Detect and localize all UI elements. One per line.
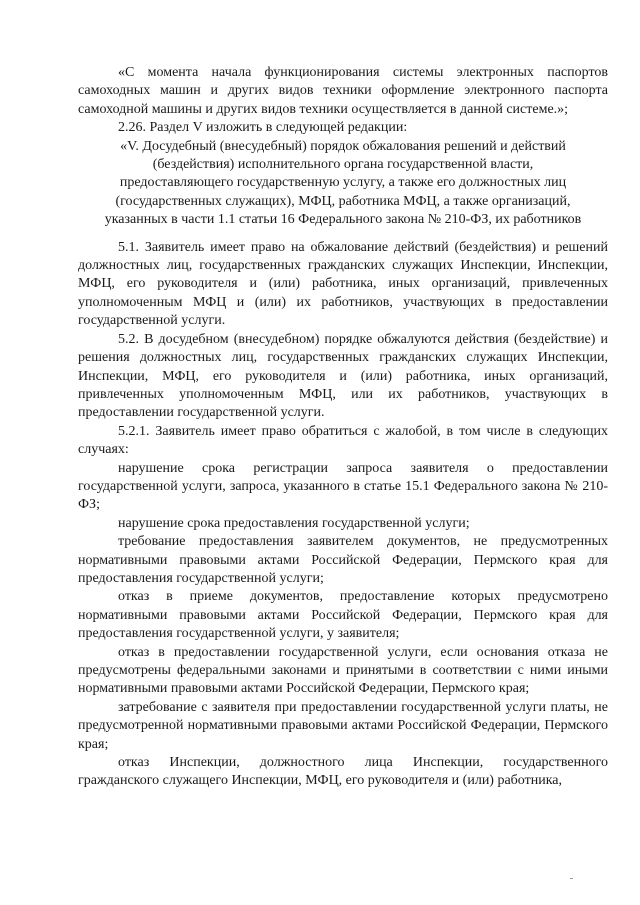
document-body (78, 64, 608, 791)
list-item-refusal-acceptance: отказ в приеме документов, предоставление которых предусмотрено нормативными правовыми актами Российской Федерации, Пермского края для предоставления государственной услуги, у заявителя; (78, 589, 608, 642)
list-item-refusal-correction: отказ Инспекции, должностного лица Инспекции, государственного гражданского служащего Инспекции, МФЦ, его руководителя и (или) работника, (78, 755, 608, 789)
paragraph-5-1: 5.1. Заявитель имеет право на обжалование действий (бездействия) и решений должностных лиц, государственных гражданских служащих Инспекции, Инспекции, МФЦ, его руководителя и (или) работника, иных организаций, привлеченных уполномоченным МФЦ и (или) их работников, участвующих в предоставлении государственной услуги. (78, 239, 608, 329)
heading-line: «V. Досудебный (внесудебный) порядок обжалования решений и действий (120, 138, 566, 154)
paragraph-2-26: 2.26. Раздел V изложить в следующей редакции: (118, 120, 408, 136)
heading-line: (государственных служащих), МФЦ, работника МФЦ, а также организаций, (115, 193, 571, 209)
paragraph-5-2: 5.2. В досудебном (внесудебном) порядке обжалуются действия (бездействие) и решения должностных лиц, государственных гражданских служащих Инспекции, Инспекции, МФЦ, его руководителя и (или) работника, иных организаций, привлеченных уполномоченным МФЦ, или их работников, участвующих в предоставлении государственной услуги. (78, 331, 608, 421)
list-item-service-deadline: нарушение срока предоставления государственной услуги; (118, 515, 470, 531)
heading-line: (бездействия) исполнительного органа государственной власти, (152, 157, 534, 173)
list-item-fee-demand: затребование с заявителя при предоставлении государственной услуги платы, не предусмотренной нормативными правовыми актами Российской Федерации, Пермского края; (78, 699, 608, 752)
section-v-heading (78, 138, 608, 230)
list-item-registration-deadline: нарушение срока регистрации запроса заявителя о предоставлении государственной услуги, запроса, указанного в статье 15.1 Федерального закона № 210-ФЗ; (78, 460, 608, 513)
list-item-extra-documents: требование предоставления заявителем документов, не предусмотренных нормативными правовыми актами Российской Федерации, Пермского края для предоставления государственной услуги; (78, 534, 608, 586)
paragraph-quote-electronic-passport: «С момента начала функционирования системы электронных паспортов самоходных машин и других видов техники оформление электронного паспорта самоходной машины и других видов техники осуществляется в данной системе.»; (78, 65, 608, 117)
heading-line: предоставляющего государственную услугу, а также его должностных лиц (119, 175, 567, 191)
list-item-refusal-service: отказ в предоставлении государственной услуги, если основания отказа не предусмотрены федеральными законами и принятыми в соответствии с ними иными нормативными правовыми актами Российской Федерации, Пермского края; (78, 644, 608, 697)
heading-line: указанных в части 1.1 статьи 16 Федерального закона № 210-ФЗ, их работников (104, 212, 582, 228)
scan-speck (570, 878, 573, 879)
paragraph-5-2-1: 5.2.1. Заявитель имеет право обратиться с жалобой, в том числе в следующих случаях: (78, 423, 608, 458)
